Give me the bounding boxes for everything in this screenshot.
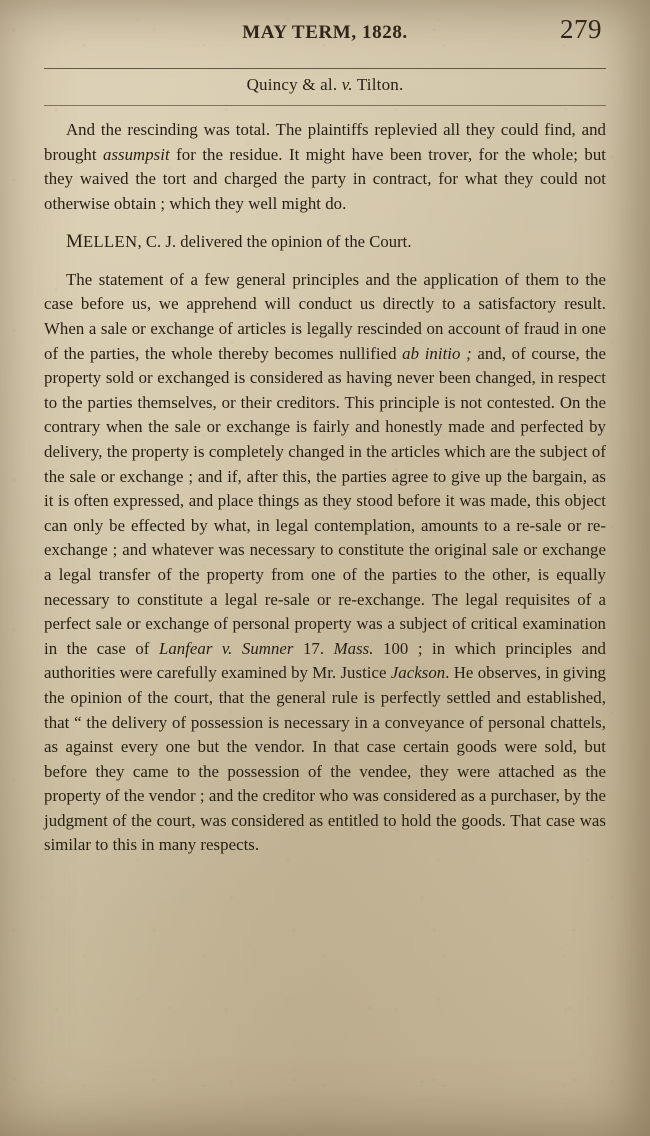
case-caption bbox=[44, 69, 606, 98]
opinion-italic-ab-initio: ab initio ; bbox=[402, 343, 472, 363]
case-caption-et-al: al. bbox=[315, 75, 342, 94]
header-rule-bottom bbox=[44, 105, 606, 106]
opinion-main-part2: and, of course, the property sold or exchanged is considered as having never been changed, in respect to the parties themselves, or their creditors. This principle is not contested. On the contrary when the sale or exchange is fairly and honestly made and perfected by delivery, the property is completely changed in the articles which are the subject of the sale or exchange ; and if, after this, the parties agree to give up the bargain, as it is often expressed, and place things as they stood before it was made, this object can only be effected by what, in legal contemplation, amounts to a re-sale or re-exchange ; and whatever was necessary to constitute the original sale or exchange a legal transfer of the property from one of the parties to the other, is equally necessary to constitute a legal re-sale or re-exchange. The legal requisites of a perfect sale or exchange of personal property was a subject of critical examination in the case of bbox=[44, 343, 606, 658]
judge-name-initial: M bbox=[66, 231, 83, 253]
case-caption-ampersand: & bbox=[302, 75, 316, 94]
opinion-main-part3: 17. bbox=[293, 638, 334, 658]
opinion-italic-justice-name: Jackson bbox=[390, 663, 446, 683]
paragraph-rescinding-part2: for the residue. It might have been trover, for the whole; but they waived the tort and charged the party in contract, for what they could not otherwise obtain ; which they well might do. bbox=[44, 144, 606, 213]
case-caption-party-two: Tilton. bbox=[352, 75, 404, 94]
case-caption-versus: v. bbox=[341, 75, 353, 94]
case-caption-party-one: Quincy bbox=[246, 75, 303, 94]
opinion-italic-reporter: Mass. bbox=[333, 638, 374, 658]
header-rule-top bbox=[44, 68, 606, 69]
opinion-italic-case-name: Lanfear v. Sumner bbox=[158, 638, 294, 658]
judge-attribution-text: , C. J. delivered the opinion of the Court. bbox=[137, 232, 412, 252]
running-head-title: MAY TERM, 1828. bbox=[242, 22, 408, 43]
paragraph-opinion-main bbox=[44, 268, 606, 858]
opinion-main-part1: The statement of a few general principles and the application of them to the case before us, we apprehend will conduct us directly to a satisfactory result. When a sale or exchange of articles is legally rescinded on account of fraud in one of the parties, the whole thereby becomes nullified bbox=[44, 269, 606, 363]
opinion-main-part4: 100 ; in which principles and authorities were carefully examined by Mr. Justice bbox=[44, 638, 606, 683]
paragraph-rescinding bbox=[44, 118, 606, 216]
judge-name: ELLEN bbox=[82, 232, 138, 252]
paragraph-judge-attribution bbox=[44, 228, 606, 255]
paragraph-rescinding-italic-assumpsit: assumpsit bbox=[103, 144, 170, 164]
running-head bbox=[44, 0, 606, 60]
opinion-body bbox=[44, 118, 606, 858]
page-number: 279 bbox=[560, 14, 602, 44]
opinion-main-part5: . He observes, in giving the opinion of the court, that the general rule is perfectly settled and established, that “ the delivery of possession is necessary in a conveyance of personal chattels, as against every one but the vendor. In that case certain goods were sold, but before they came to the possession of the vendee, they were attached as the property of the vendor ; and the creditor who was considered as a purchaser, by the judgment of the court, was considered as entitled to hold the goods. That case was similar to this in many respects. bbox=[44, 663, 606, 855]
paragraph-rescinding-part1: And the rescinding was total. The plaintiffs replevied all they could find, and brought bbox=[44, 120, 606, 164]
